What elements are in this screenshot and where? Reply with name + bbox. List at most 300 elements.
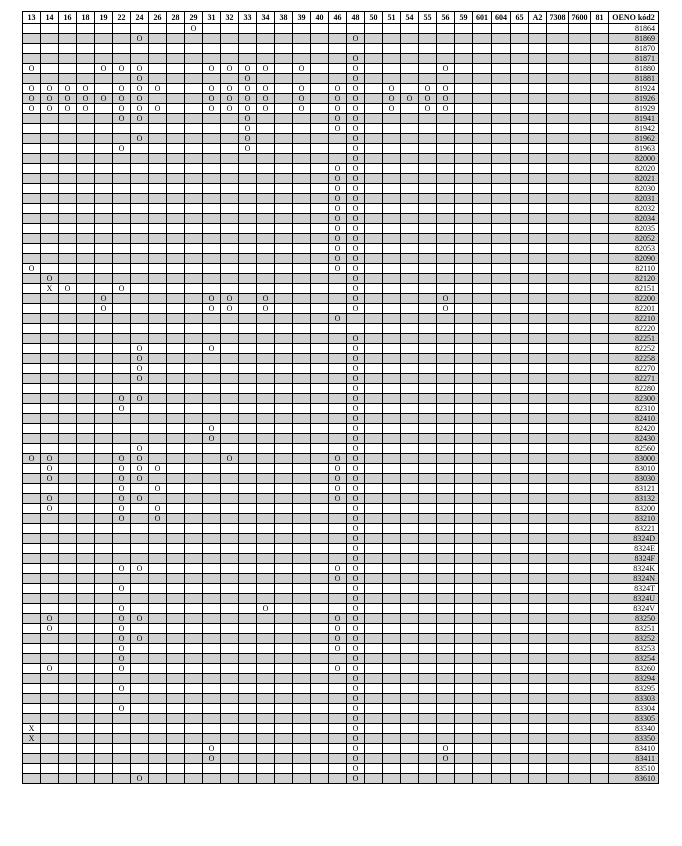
mark-cell [401, 204, 419, 214]
mark-cell [591, 144, 609, 154]
table-row [23, 614, 659, 624]
mark-cell [59, 34, 77, 44]
mark-cell [547, 644, 569, 654]
mark-cell [529, 374, 547, 384]
mark-cell [41, 604, 59, 614]
mark-cell [77, 414, 95, 424]
mark-cell [203, 224, 221, 234]
mark-cell [547, 464, 569, 474]
mark-cell [311, 74, 329, 84]
mark-cell [185, 534, 203, 544]
mark-cell [131, 314, 149, 324]
mark-cell [239, 484, 257, 494]
mark-cell: O [203, 304, 221, 314]
mark-cell [569, 674, 591, 684]
mark-cell [383, 714, 401, 724]
mark-cell [59, 164, 77, 174]
mark-cell [239, 424, 257, 434]
mark-cell [401, 144, 419, 154]
mark-cell [401, 624, 419, 634]
mark-cell [221, 564, 239, 574]
mark-cell [455, 564, 473, 574]
mark-cell [59, 604, 77, 614]
mark-cell [257, 394, 275, 404]
mark-cell: O [347, 394, 365, 404]
mark-cell [95, 694, 113, 704]
mark-cell [95, 674, 113, 684]
mark-cell: O [347, 294, 365, 304]
mark-cell [529, 204, 547, 214]
mark-cell: O [221, 94, 239, 104]
mark-cell [149, 624, 167, 634]
mark-cell [23, 624, 41, 634]
mark-cell [257, 54, 275, 64]
mark-cell [131, 144, 149, 154]
mark-cell [591, 524, 609, 534]
mark-cell [293, 514, 311, 524]
mark-cell [419, 404, 437, 414]
mark-cell: O [347, 274, 365, 284]
mark-cell [401, 404, 419, 414]
mark-cell [59, 674, 77, 684]
mark-cell [419, 644, 437, 654]
mark-cell [437, 224, 455, 234]
mark-cell [419, 224, 437, 234]
mark-cell [383, 524, 401, 534]
mark-cell [23, 184, 41, 194]
mark-cell [239, 374, 257, 384]
mark-cell [311, 764, 329, 774]
mark-cell [437, 394, 455, 404]
mark-cell: O [131, 114, 149, 124]
mark-cell [185, 174, 203, 184]
mark-cell [511, 754, 529, 764]
mark-cell [203, 604, 221, 614]
mark-cell [239, 694, 257, 704]
mark-cell [492, 454, 511, 464]
mark-cell [41, 704, 59, 714]
mark-cell [221, 754, 239, 764]
table-row [23, 34, 659, 44]
mark-cell [185, 434, 203, 444]
mark-cell [511, 304, 529, 314]
mark-cell: O [77, 84, 95, 94]
mark-cell [473, 454, 492, 464]
mark-cell [455, 34, 473, 44]
mark-cell [95, 124, 113, 134]
mark-cell [591, 494, 609, 504]
mark-cell: O [347, 744, 365, 754]
mark-cell [419, 124, 437, 134]
mark-cell [419, 704, 437, 714]
mark-cell [23, 764, 41, 774]
mark-cell [437, 414, 455, 424]
mark-cell [257, 754, 275, 764]
mark-cell: O [131, 564, 149, 574]
mark-cell [221, 444, 239, 454]
mark-cell [275, 394, 293, 404]
mark-cell [221, 554, 239, 564]
mark-cell [547, 594, 569, 604]
mark-cell [275, 134, 293, 144]
mark-cell [95, 284, 113, 294]
mark-cell [365, 544, 383, 554]
mark-cell [511, 434, 529, 444]
mark-cell [529, 594, 547, 604]
mark-cell [275, 734, 293, 744]
mark-cell [185, 84, 203, 94]
mark-cell [529, 34, 547, 44]
mark-cell [365, 434, 383, 444]
mark-cell [41, 444, 59, 454]
mark-cell [492, 324, 511, 334]
mark-cell [95, 744, 113, 754]
mark-cell [257, 654, 275, 664]
mark-cell [41, 404, 59, 414]
mark-cell [383, 774, 401, 784]
mark-cell [185, 674, 203, 684]
mark-cell [547, 124, 569, 134]
mark-cell [473, 354, 492, 364]
mark-cell [185, 214, 203, 224]
mark-cell [591, 434, 609, 444]
oeno-code-cell: 83411 [609, 754, 659, 764]
mark-cell [437, 314, 455, 324]
mark-cell [311, 194, 329, 204]
mark-cell [239, 444, 257, 454]
mark-cell [131, 664, 149, 674]
mark-cell: O [347, 264, 365, 274]
mark-cell [437, 204, 455, 214]
mark-cell: O [329, 564, 347, 574]
mark-cell [591, 634, 609, 644]
mark-cell [95, 574, 113, 584]
mark-cell [591, 604, 609, 614]
mark-cell: O [347, 654, 365, 664]
mark-cell [401, 684, 419, 694]
mark-cell [203, 74, 221, 84]
mark-cell [455, 424, 473, 434]
table-row [23, 454, 659, 464]
mark-cell [401, 594, 419, 604]
mark-cell [95, 494, 113, 504]
mark-cell [185, 744, 203, 754]
mark-cell [203, 664, 221, 674]
mark-cell [492, 704, 511, 714]
mark-cell [419, 344, 437, 354]
mark-cell [401, 304, 419, 314]
mark-cell [311, 704, 329, 714]
mark-cell [419, 664, 437, 674]
mark-cell [365, 654, 383, 664]
mark-cell [365, 104, 383, 114]
mark-cell: O [293, 104, 311, 114]
mark-cell [547, 544, 569, 554]
mark-cell [569, 474, 591, 484]
mark-cell [529, 744, 547, 754]
mark-cell [149, 544, 167, 554]
mark-cell [41, 314, 59, 324]
table-row [23, 314, 659, 324]
mark-cell [167, 164, 185, 174]
mark-cell [275, 104, 293, 114]
mark-cell [365, 494, 383, 504]
mark-cell [569, 404, 591, 414]
mark-cell [383, 114, 401, 124]
mark-cell [547, 404, 569, 414]
mark-cell [23, 604, 41, 614]
mark-cell [77, 64, 95, 74]
mark-cell: O [347, 224, 365, 234]
mark-cell: O [347, 584, 365, 594]
mark-cell [401, 134, 419, 144]
mark-cell [455, 74, 473, 84]
mark-cell [529, 314, 547, 324]
mark-cell [149, 274, 167, 284]
mark-cell: O [347, 434, 365, 444]
mark-cell [455, 234, 473, 244]
mark-cell [23, 374, 41, 384]
mark-cell: O [239, 124, 257, 134]
mark-cell [437, 684, 455, 694]
mark-cell: O [113, 584, 131, 594]
mark-cell [77, 564, 95, 574]
mark-cell [149, 204, 167, 214]
mark-cell [257, 734, 275, 744]
mark-cell [401, 534, 419, 544]
mark-cell [167, 724, 185, 734]
mark-cell [77, 374, 95, 384]
mark-cell [529, 534, 547, 544]
mark-cell [401, 44, 419, 54]
mark-cell [23, 754, 41, 764]
mark-cell [131, 524, 149, 534]
mark-cell [365, 424, 383, 434]
mark-cell [59, 24, 77, 34]
mark-cell [149, 524, 167, 534]
mark-cell [293, 114, 311, 124]
mark-cell [239, 314, 257, 324]
mark-cell [311, 64, 329, 74]
mark-cell [383, 414, 401, 424]
mark-cell [257, 274, 275, 284]
mark-cell [529, 464, 547, 474]
oeno-code-cell: 8324N [609, 574, 659, 584]
mark-cell [149, 324, 167, 334]
mark-cell [383, 444, 401, 454]
mark-cell [455, 124, 473, 134]
table-row [23, 634, 659, 644]
mark-cell [203, 694, 221, 704]
mark-cell [203, 674, 221, 684]
mark-cell [529, 394, 547, 404]
mark-cell [473, 84, 492, 94]
mark-cell [149, 404, 167, 414]
mark-cell [455, 774, 473, 784]
mark-cell: O [203, 424, 221, 434]
mark-cell: O [329, 574, 347, 584]
mark-cell [437, 614, 455, 624]
mark-cell [492, 384, 511, 394]
mark-cell [275, 594, 293, 604]
mark-cell [437, 454, 455, 464]
table-row [23, 274, 659, 284]
mark-cell [591, 474, 609, 484]
mark-cell [529, 474, 547, 484]
mark-cell [529, 134, 547, 144]
mark-cell [203, 594, 221, 604]
mark-cell [591, 684, 609, 694]
mark-cell [365, 474, 383, 484]
mark-cell [492, 34, 511, 44]
mark-cell [185, 274, 203, 284]
oeno-code-cell: 81881 [609, 74, 659, 84]
mark-cell [167, 634, 185, 644]
column-header: 33 [239, 12, 257, 24]
mark-cell [329, 54, 347, 64]
mark-cell [293, 304, 311, 314]
mark-cell [185, 324, 203, 334]
mark-cell [59, 614, 77, 624]
mark-cell [257, 684, 275, 694]
mark-cell [185, 634, 203, 644]
table-row [23, 694, 659, 704]
mark-cell [401, 604, 419, 614]
mark-cell [77, 644, 95, 654]
mark-cell: O [239, 144, 257, 154]
mark-cell [23, 714, 41, 724]
mark-cell [41, 694, 59, 704]
column-header: 19 [95, 12, 113, 24]
mark-cell [511, 644, 529, 654]
mark-cell [275, 344, 293, 354]
mark-cell [437, 214, 455, 224]
mark-cell [365, 264, 383, 274]
mark-cell [492, 64, 511, 74]
mark-cell [167, 224, 185, 234]
mark-cell [293, 484, 311, 494]
mark-cell [77, 254, 95, 264]
mark-cell [95, 734, 113, 744]
mark-cell: O [437, 754, 455, 764]
mark-cell [511, 324, 529, 334]
mark-cell [221, 484, 239, 494]
mark-cell [401, 324, 419, 334]
mark-cell [77, 164, 95, 174]
mark-cell [239, 364, 257, 374]
mark-cell [365, 464, 383, 474]
table-row [23, 754, 659, 764]
mark-cell [511, 534, 529, 544]
mark-cell [95, 364, 113, 374]
mark-cell [203, 704, 221, 714]
mark-cell [365, 224, 383, 234]
mark-cell: O [383, 104, 401, 114]
mark-cell [23, 744, 41, 754]
mark-cell [547, 604, 569, 614]
mark-cell [59, 524, 77, 534]
mark-cell: O [131, 454, 149, 464]
mark-cell [419, 444, 437, 454]
mark-cell [437, 364, 455, 374]
mark-cell [275, 714, 293, 724]
mark-cell [23, 74, 41, 84]
mark-cell [529, 414, 547, 424]
mark-cell [437, 134, 455, 144]
mark-cell [529, 584, 547, 594]
oeno-code-cell: 82034 [609, 214, 659, 224]
mark-cell: O [131, 494, 149, 504]
mark-cell [113, 34, 131, 44]
mark-cell [131, 224, 149, 234]
mark-cell [511, 684, 529, 694]
mark-cell: O [113, 604, 131, 614]
mark-cell [547, 694, 569, 704]
mark-cell [185, 284, 203, 294]
table-row [23, 174, 659, 184]
mark-cell [275, 554, 293, 564]
mark-cell [59, 624, 77, 634]
mark-cell [113, 244, 131, 254]
mark-cell [95, 54, 113, 64]
mark-cell [437, 664, 455, 674]
mark-cell [329, 414, 347, 424]
mark-cell [511, 294, 529, 304]
mark-cell [167, 64, 185, 74]
mark-cell [529, 554, 547, 564]
mark-cell: O [347, 194, 365, 204]
oeno-code-cell: 82430 [609, 434, 659, 444]
mark-cell [419, 534, 437, 544]
mark-cell [511, 214, 529, 224]
mark-cell [257, 484, 275, 494]
mark-cell [41, 634, 59, 644]
mark-cell [437, 574, 455, 584]
mark-cell [131, 294, 149, 304]
mark-cell [149, 304, 167, 314]
mark-cell [311, 124, 329, 134]
oeno-code-cell: 8324V [609, 604, 659, 614]
mark-cell [383, 354, 401, 364]
mark-cell [455, 484, 473, 494]
mark-cell [77, 294, 95, 304]
mark-cell [529, 174, 547, 184]
mark-cell [383, 624, 401, 634]
mark-cell [221, 74, 239, 84]
mark-cell [311, 294, 329, 304]
mark-cell [293, 634, 311, 644]
mark-cell [455, 344, 473, 354]
mark-cell [401, 334, 419, 344]
mark-cell [419, 284, 437, 294]
mark-cell: O [347, 184, 365, 194]
mark-cell [59, 554, 77, 564]
mark-cell [59, 364, 77, 374]
mark-cell [149, 134, 167, 144]
mark-cell [275, 534, 293, 544]
mark-cell [365, 74, 383, 84]
mark-cell [293, 44, 311, 54]
mark-cell: O [329, 664, 347, 674]
oeno-code-cell: 82420 [609, 424, 659, 434]
mark-cell [311, 694, 329, 704]
mark-cell [547, 184, 569, 194]
mark-cell [455, 394, 473, 404]
mark-cell [95, 634, 113, 644]
mark-cell [473, 714, 492, 724]
mark-cell [383, 534, 401, 544]
mark-cell [221, 404, 239, 414]
